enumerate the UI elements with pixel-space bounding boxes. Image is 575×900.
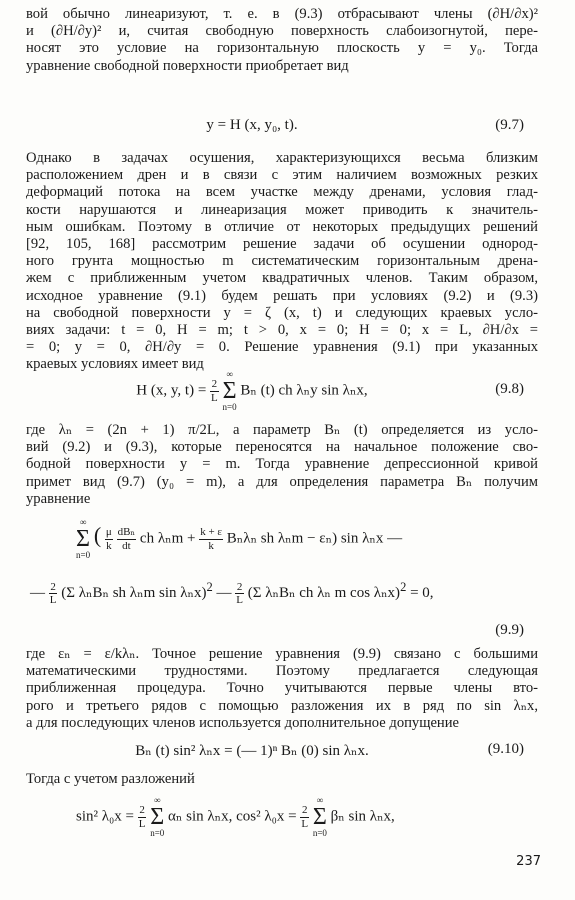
paren: ( [93, 522, 102, 548]
paragraph-3 [26, 422, 538, 508]
equation-9-8 [26, 370, 538, 410]
text-line: кости нарушаются и линеаризация может приводить к значитель- [26, 201, 538, 218]
equation-expansions [76, 796, 395, 838]
text-line: где εₙ = ε/kλₙ. Точное решение уравнения (9.9) связано с большими [26, 646, 538, 662]
text-line: примет вид (9.7) (y₀ = m), а для определения параметра Bₙ получим [26, 473, 538, 490]
fraction [235, 581, 244, 606]
text-line: Однако в задачах осушения, характеризующихся весьма близким [26, 150, 538, 166]
text-line: ным ошибкам. Поэтому в отличие от некоторых предыдущих решений [26, 218, 538, 235]
equation-body: Bₙ (t) sin² λₙx = (— 1)ⁿ Bₙ (0) sin λₙx. [135, 743, 369, 759]
fraction [105, 526, 113, 551]
text-line: исходное уравнение (9.1) будем решать при условиях (9.2) и (9.3) [26, 287, 538, 304]
summation: ∞ Σ n=0 [222, 369, 237, 412]
denominator: L [236, 594, 243, 607]
numerator: dBₙ [117, 526, 136, 539]
eq-term: (Σ λₙBₙ ch λₙ m cos λₙx) [247, 585, 401, 601]
summation: ∞ Σ n=0 [150, 795, 165, 838]
fraction [300, 804, 309, 829]
numerator: 2 [236, 580, 243, 593]
text-line: вой обычно линеаризуют, т. е. в (9.3) отбрасывают члены (∂H/∂x)² [26, 6, 538, 22]
eq-lhs: H (x, y, t) = [136, 382, 207, 399]
paragraph-4 [26, 646, 538, 732]
equation-9-9-line-1 [76, 518, 402, 560]
text-line: уравнение [26, 490, 91, 507]
summation: ∞ Σ n=0 [312, 795, 327, 838]
text-line: рого и третьего рядов с помощью разложения их в ряд по sin λₙx, [26, 697, 538, 714]
fraction [210, 378, 219, 403]
text-line: математическими трудностями. Поэтому предлагается следующая [26, 663, 538, 680]
text-line: вий (9.2) и (9.3), которые переносятся на начальное положение сво- [26, 439, 538, 456]
text-line: где λₙ = (2n + 1) π/2L, а параметр Bₙ (t) определяется из усло- [26, 422, 538, 438]
text-line: уравнение свободной поверхности приобретает вид [26, 57, 349, 74]
text-line: деформаций потока на всем участке между дренами, условия глад- [26, 184, 538, 201]
equation-number: (9.9) [495, 622, 524, 638]
text-line: а для последующих членов используется дополнительное допущение [26, 714, 460, 731]
text-line: ного грунта мощностью m систематическим горизонтальным дрена- [26, 253, 538, 270]
numerator: 2 [211, 378, 218, 391]
denominator: L [211, 391, 218, 404]
eq-text: αₙ sin λₙx, cos² λ₀x = [168, 808, 297, 825]
paragraph-2 [26, 150, 538, 374]
text-line: = 0; y = 0, ∂H/∂y = 0. Решение уравнения (9.1) при указанных [26, 339, 538, 356]
denominator: L [138, 817, 146, 830]
summation: ∞ Σ n=0 [76, 517, 91, 560]
eq-term: (Σ λₙBₙ sh λₙm sin λₙx) [61, 585, 207, 601]
eq-rhs: Bₙ (t) ch λₙy sin λₙx, [240, 382, 368, 399]
equation-number: (9.7) [495, 117, 524, 133]
eq-text: sin² λ₀x = [76, 808, 134, 825]
eq-text: — [216, 585, 232, 601]
text-line: и (∂H/∂y)² и, считая свободную поверхность слабоизогнутой, пере- [26, 23, 538, 40]
text-line: расположением дрен и в связи с этим наличием возможных резких [26, 167, 538, 184]
paragraph-1 [26, 6, 538, 75]
denominator: k [208, 539, 214, 552]
text-line: жем с приближенным учетом квадратичных членов. Таким образом, [26, 270, 538, 287]
equation-9-9-line-2 [30, 580, 434, 606]
equation-number: (9.8) [495, 381, 524, 397]
numerator: μ [105, 526, 112, 539]
exponent: 2 [206, 580, 213, 594]
text-line: краевых условиях имеет вид [26, 356, 204, 373]
text-line: виях задачи: t = 0, H = m; t > 0, x = 0; H = 0; x = L, ∂H/∂x = [26, 322, 538, 339]
eq-text: Bₙλₙ sh λₙm − εₙ) sin λₙx — [226, 530, 403, 547]
eq-text: — [30, 585, 45, 601]
denominator: L [49, 594, 57, 607]
equation-body [26, 370, 478, 412]
equation-number: (9.10) [487, 741, 524, 757]
text-line: носят это условие на горизонтальную плоскость y = y₀. Тогда [26, 40, 538, 57]
text-line: [92, 105, 168] рассмотрим решение задачи об осушении однород- [26, 236, 538, 253]
text-line: на свободной поверхности y = ζ (x, t) и следующих краевых усло- [26, 304, 538, 321]
text-line: Тогда с учетом разложений [26, 771, 195, 787]
page-number: 237 [516, 854, 541, 869]
sum-upper: ∞ [226, 369, 233, 379]
numerator: 2 [50, 580, 56, 593]
text-line: бодной поверхности y = m. Тогда уравнение депрессионной кривой [26, 456, 538, 473]
fraction [199, 526, 223, 551]
eq-text: = 0, [410, 585, 434, 601]
equation-body: y = H (x, y₀, t). [206, 117, 298, 133]
numerator: k + ε [200, 526, 223, 539]
numerator: 2 [301, 804, 308, 817]
denominator: L [301, 817, 309, 830]
fraction [117, 526, 137, 551]
text-line: приближенная процедура. Точно учитываются первые члены вто- [26, 680, 538, 697]
fraction [49, 581, 58, 606]
sum-lower: n=0 [222, 402, 237, 412]
denominator: k [106, 539, 112, 552]
eq-text: ch λₙm + [139, 530, 196, 547]
eq-text: βₙ sin λₙx, [330, 808, 395, 825]
paragraph-5 [26, 771, 538, 788]
exponent: 2 [400, 580, 407, 594]
denominator: dt [122, 539, 131, 552]
numerator: 2 [139, 804, 145, 817]
fraction [138, 804, 147, 829]
